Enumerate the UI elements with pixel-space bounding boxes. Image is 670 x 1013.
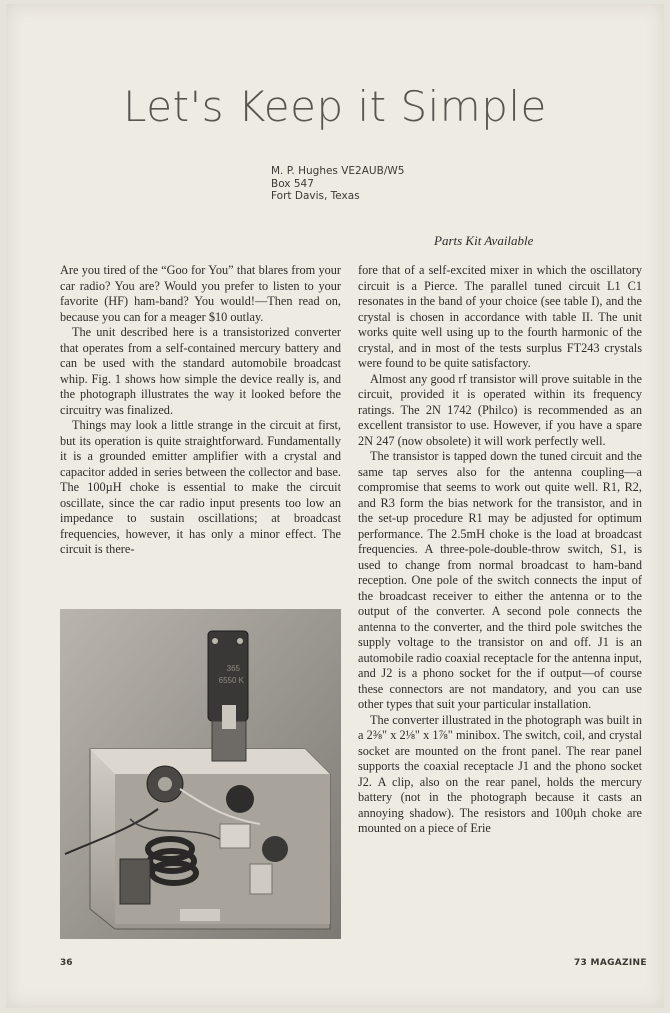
crystal-marking: 365 [226, 664, 240, 673]
paragraph: Almost any good rf transistor will prove suitable in the circuit, provided it is operated within its frequency ratings. The 2N 1742 (Philco) is recommended as an excellent transistor to use. However, if you have a spare 2N 247 (now obsolete) it will work perfectly well. [358, 371, 642, 448]
magazine-name: 73 MAGAZINE [574, 958, 647, 968]
parts-kit-note: Parts Kit Available [434, 233, 534, 248]
paragraph: fore that of a self-excited mixer in which the oscillatory circuit is a Pierce. The parallel tuned circuit L1 C1 resonates in the band of your choice (see table I), and the crystal is chosen in accordance with table II. The unit works quite well using up to the fourth harmonic of the crystal, and in most of the tests surplus FT243 crystals were found to be quite satisfactory. [358, 263, 642, 370]
article-title: Let's Keep it Simple [123, 82, 547, 131]
paragraph: The unit described here is a transistorized converter that operates from a self-contained mercury battery and can be used with the standard automobile broadcast whip. Fig. 1 shows how simple the device really is, and the photograph illustrates the way it looked before the circuitry was finalized. [60, 325, 341, 417]
paragraph: Things may look a little strange in the circuit at first, but its operation is quite straightforward. Fundamentally it is a grounded emitter amplifier with a crystal and capacitor added in series between the collector and base. The 100µH choke is essential to make the circuit oscillate, since the car radio input presents too low an impedance to sustain oscillations; at broadcast frequencies, however, it has only a minor effect. The circuit is there- [60, 418, 341, 556]
left-column [60, 263, 341, 558]
author-address: Box 547 [271, 177, 314, 190]
right-column [358, 263, 642, 837]
converter-photo-drawing [60, 609, 341, 939]
paragraph: The converter illustrated in the photograph was built in a 2⅜" x 2⅛" x 1⅞" minibox. The switch, coil, and crystal socket are mounted on the front panel. The rear panel supports the coaxial receptacle J1 and the phono socket J2. A clip, also on the rear panel, holds the mercury battery (not in the photograph because it casts an annoying shadow). The resistors and 100µh choke are mounted on a piece of Erie [358, 712, 642, 835]
paragraph: The transistor is tapped down the tuned circuit and the same tap serves also for the antenna coupling—a compromise that seems to work out quite well. R1, R2, and R3 form the bias network for the transistor, and in the set-up procedure R1 may be adjusted for optimum performance. The 2.5mH choke is the load at broadcast frequencies. A three-pole-double-throw switch, S1, is used to change from normal broadcast to ham-band reception. One pole of the switch connects the input of the broadcast receiver to either the antenna or to the output of the converter. A second pole connects the antenna to the converter, and the third pole switches the supply voltage to the transistor on and off. J1 is an automobile radio coaxial receptacle for the antenna input, and J2 is a phono socket for the if output—of course these connectors are not mandatory, and you can use other types that suit your particular installation. [358, 449, 642, 711]
author-byline [271, 165, 404, 203]
author-name: M. P. Hughes VE2AUB/W5 [271, 165, 405, 177]
author-city: Fort Davis, Texas [271, 190, 360, 202]
converter-photograph [60, 609, 341, 939]
crystal-marking: 6550 K [218, 676, 244, 685]
paragraph: Are you tired of the “Goo for You” that blares from your car radio? You are? Would you prefer to listen to your favorite (HF) ham-band? You would!—Then read on, because you can for a meager $10 outlay. [60, 263, 341, 324]
page-number: 36 [60, 958, 73, 968]
